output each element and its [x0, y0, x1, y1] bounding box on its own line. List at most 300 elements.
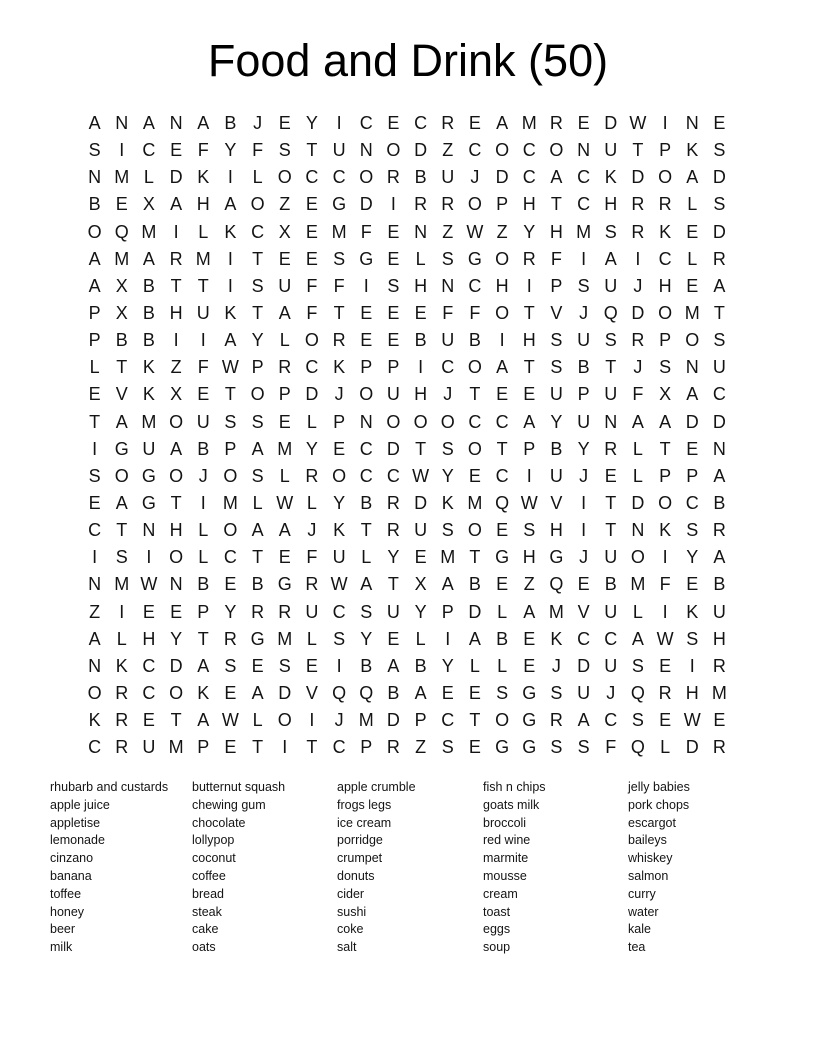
grid-letter: S	[278, 655, 291, 676]
grid-letter: O	[658, 303, 673, 324]
grid-letter: K	[659, 520, 672, 541]
grid-letter: D	[631, 303, 645, 324]
grid-letter: K	[88, 710, 101, 731]
grid-letter: L	[415, 248, 426, 269]
grid-letter: L	[415, 628, 426, 649]
grid-letter: A	[197, 113, 210, 134]
grid-letter: R	[115, 710, 129, 731]
grid-letter: K	[224, 221, 237, 242]
grid-letter: S	[550, 357, 563, 378]
word-list-column	[628, 779, 766, 957]
grid-letter: A	[550, 167, 563, 188]
grid-letter: O	[87, 683, 102, 704]
grid-letter: A	[523, 411, 536, 432]
grid-letter: D	[414, 493, 428, 514]
grid-letter: J	[334, 384, 344, 405]
grid-letter: P	[197, 737, 210, 758]
grid-letter: L	[469, 655, 480, 676]
grid-letter: O	[658, 493, 673, 514]
grid-letter: U	[142, 438, 156, 459]
grid-letter: S	[577, 275, 590, 296]
grid-letter: H	[169, 303, 183, 324]
grid-letter: J	[633, 275, 643, 296]
grid-letter: R	[386, 493, 400, 514]
grid-letter: U	[549, 465, 563, 486]
grid-letter: M	[331, 221, 347, 242]
grid-letter: M	[222, 493, 238, 514]
grid-letter: A	[88, 248, 101, 269]
grid-letter: X	[115, 303, 128, 324]
grid-letter: C	[359, 438, 373, 459]
grid-letter: U	[712, 601, 726, 622]
grid-letter: D	[359, 194, 373, 215]
grid-letter: O	[359, 384, 374, 405]
grid-letter: E	[468, 465, 481, 486]
grid-letter: R	[604, 438, 618, 459]
grid-letter: I	[282, 737, 288, 758]
grid-letter: J	[579, 465, 589, 486]
grid-letter: A	[170, 438, 183, 459]
grid-letter: S	[360, 601, 373, 622]
grid-letter: I	[227, 167, 233, 188]
grid-letter: E	[496, 384, 509, 405]
grid-letter: B	[496, 628, 509, 649]
grid-letter: S	[441, 438, 454, 459]
grid-letter: U	[604, 384, 618, 405]
grid-letter: E	[305, 194, 318, 215]
grid-letter: Q	[495, 493, 510, 514]
grid-letter: I	[499, 330, 505, 351]
grid-letter: B	[387, 683, 400, 704]
word-item: coke	[337, 922, 364, 937]
word-item: chewing gum	[192, 797, 266, 812]
grid-letter: R	[549, 113, 563, 134]
grid-letter: T	[387, 574, 399, 595]
grid-letter: R	[631, 194, 645, 215]
grid-letter: A	[523, 601, 536, 622]
grid-letter: S	[713, 330, 726, 351]
word-list	[50, 779, 766, 957]
grid-letter: N	[88, 574, 102, 595]
grid-letter: O	[169, 683, 184, 704]
grid-letter: R	[712, 655, 726, 676]
grid-letter: Y	[224, 140, 237, 161]
grid-letter: O	[250, 194, 265, 215]
word-item: red wine	[483, 833, 531, 848]
grid-letter: D	[685, 737, 699, 758]
word-item: rhubarb and custards	[50, 780, 169, 794]
grid-letter: T	[252, 248, 264, 269]
grid-letter: C	[522, 140, 536, 161]
grid-letter: D	[577, 655, 591, 676]
grid-letter: E	[414, 547, 427, 568]
grid-letter: I	[662, 601, 668, 622]
grid-letter: X	[659, 384, 672, 405]
grid-letter: E	[142, 710, 155, 731]
grid-letter: B	[468, 330, 481, 351]
grid-letter: M	[358, 710, 374, 731]
grid-letter: F	[306, 275, 318, 296]
grid-letter: D	[685, 411, 699, 432]
grid-letter: F	[605, 737, 617, 758]
grid-letter: R	[115, 737, 129, 758]
grid-letter: C	[142, 140, 156, 161]
grid-letter: O	[467, 520, 482, 541]
grid-letter: P	[224, 438, 237, 459]
grid-letter: N	[115, 113, 129, 134]
grid-letter: L	[632, 601, 643, 622]
grid-letter: F	[659, 574, 671, 595]
grid-letter: R	[223, 628, 237, 649]
grid-letter: B	[550, 438, 563, 459]
grid-letter: I	[173, 330, 179, 351]
grid-letter: I	[363, 275, 369, 296]
grid-letter: L	[279, 465, 290, 486]
grid-letter: C	[414, 113, 428, 134]
grid-letter: N	[88, 655, 102, 676]
grid-letter: Y	[550, 411, 563, 432]
grid-letter: B	[142, 330, 155, 351]
word-item: chocolate	[192, 815, 246, 830]
grid-letter: D	[305, 384, 319, 405]
grid-letter: K	[686, 601, 699, 622]
grid-letter: E	[686, 221, 699, 242]
grid-letter: B	[360, 655, 373, 676]
grid-letter: T	[306, 140, 318, 161]
grid-letter: D	[631, 167, 645, 188]
grid-letter: H	[522, 547, 536, 568]
grid-letter: T	[170, 275, 182, 296]
grid-letter: S	[333, 248, 346, 269]
grid-letter: L	[143, 167, 154, 188]
grid-letter: T	[89, 411, 101, 432]
grid-letter: B	[224, 113, 237, 134]
word-item: kale	[628, 922, 651, 937]
grid-letter: Y	[305, 438, 318, 459]
grid-letter: R	[441, 194, 455, 215]
grid-letter: I	[581, 520, 587, 541]
grid-letter: E	[659, 710, 672, 731]
grid-letter: U	[332, 547, 346, 568]
grid-letter: T	[523, 357, 535, 378]
grid-letter: P	[333, 411, 346, 432]
grid-letter: S	[333, 628, 346, 649]
grid-letter: K	[550, 628, 563, 649]
word-item: coconut	[192, 851, 236, 866]
grid-letter: T	[197, 628, 209, 649]
grid-letter: E	[360, 330, 373, 351]
grid-letter: U	[196, 411, 210, 432]
word-item: apple juice	[50, 797, 110, 812]
grid-letter: S	[659, 357, 672, 378]
grid-letter: I	[445, 628, 451, 649]
grid-letter: Y	[170, 628, 183, 649]
grid-letter: O	[467, 438, 482, 459]
grid-letter: N	[685, 357, 699, 378]
grid-letter: Z	[442, 140, 454, 161]
grid-letter: E	[387, 330, 400, 351]
grid-letter: U	[441, 330, 455, 351]
word-item: steak	[192, 904, 222, 919]
grid-letter: D	[278, 683, 292, 704]
grid-letter: N	[414, 221, 428, 242]
grid-letter: Q	[630, 737, 645, 758]
grid-letter: M	[440, 547, 456, 568]
grid-letter: J	[551, 655, 561, 676]
grid-letter: N	[712, 438, 726, 459]
grid-letter: A	[251, 683, 264, 704]
grid-letter: Y	[523, 221, 536, 242]
grid-letter: E	[496, 520, 509, 541]
grid-letter: S	[224, 655, 237, 676]
grid-letter: F	[469, 303, 481, 324]
grid-letter: J	[253, 113, 263, 134]
grid-letter: N	[142, 520, 156, 541]
grid-letter: O	[549, 140, 564, 161]
grid-letter: H	[414, 384, 428, 405]
grid-letter: T	[197, 275, 209, 296]
grid-letter: Z	[415, 737, 427, 758]
grid-letter: Y	[305, 113, 318, 134]
grid-letter: M	[114, 167, 130, 188]
grid-letter: A	[115, 493, 128, 514]
grid-letter: Z	[89, 601, 101, 622]
grid-letter: E	[659, 655, 672, 676]
grid-letter: S	[387, 275, 400, 296]
grid-letter: C	[386, 465, 400, 486]
grid-letter: R	[305, 465, 319, 486]
word-item: cream	[483, 886, 518, 901]
grid-letter: L	[198, 547, 209, 568]
grid-letter: T	[469, 710, 481, 731]
grid-letter: E	[686, 438, 699, 459]
grid-letter: C	[441, 357, 455, 378]
grid-letter: R	[386, 520, 400, 541]
grid-letter: L	[252, 710, 263, 731]
grid-letter: A	[224, 194, 237, 215]
grid-letter: G	[250, 628, 265, 649]
grid-letter: T	[333, 303, 345, 324]
grid-letter: Y	[577, 438, 590, 459]
grid-letter: N	[604, 411, 618, 432]
word-item: escargot	[628, 815, 676, 830]
grid-letter: H	[414, 275, 428, 296]
grid-letter: T	[632, 140, 644, 161]
grid-letter: S	[224, 411, 237, 432]
grid-letter: J	[579, 547, 589, 568]
grid-letter: E	[305, 221, 318, 242]
grid-letter: I	[200, 493, 206, 514]
grid-letter: O	[359, 167, 374, 188]
grid-letter: S	[604, 330, 617, 351]
grid-letter: Z	[523, 574, 535, 595]
grid-letter: I	[173, 221, 179, 242]
grid-letter: H	[658, 275, 672, 296]
grid-letter: O	[386, 140, 401, 161]
grid-letter: P	[414, 710, 427, 731]
word-item: tea	[628, 940, 646, 955]
grid-letter: A	[360, 574, 373, 595]
grid-letter: C	[468, 411, 482, 432]
grid-letter: E	[713, 113, 726, 134]
grid-letter: U	[604, 140, 618, 161]
grid-letter: K	[142, 357, 155, 378]
grid-letter: G	[467, 248, 482, 269]
grid-letter: R	[631, 330, 645, 351]
word-item: whiskey	[628, 851, 673, 866]
grid-letter: L	[660, 737, 671, 758]
word-item: cake	[192, 922, 219, 937]
grid-letter: T	[170, 710, 182, 731]
grid-letter: U	[414, 520, 428, 541]
grid-letter: T	[469, 384, 481, 405]
grid-letter: E	[305, 248, 318, 269]
grid-letter: I	[227, 248, 233, 269]
grid-letter: I	[227, 275, 233, 296]
grid-letter: S	[441, 520, 454, 541]
grid-letter: V	[577, 601, 590, 622]
grid-letter: N	[169, 574, 183, 595]
grid-letter: K	[333, 357, 346, 378]
word-item: eggs	[483, 922, 511, 937]
grid-letter: U	[604, 547, 618, 568]
grid-letter: L	[198, 520, 209, 541]
grid-letter: Y	[387, 547, 400, 568]
grid-letter: S	[631, 710, 644, 731]
grid-letter: B	[115, 330, 128, 351]
grid-letter: E	[88, 384, 101, 405]
grid-letter: Y	[441, 655, 454, 676]
grid-letter: Y	[441, 465, 454, 486]
word-item: banana	[50, 868, 92, 883]
grid-letter: E	[496, 574, 509, 595]
grid-letter: N	[685, 113, 699, 134]
grid-letter: S	[115, 547, 128, 568]
grid-letter: X	[115, 275, 128, 296]
grid-letter: T	[170, 493, 182, 514]
word-item: appletise	[50, 815, 101, 830]
grid-letter: F	[333, 275, 345, 296]
word-item: lollypop	[192, 833, 235, 848]
grid-letter: A	[713, 275, 726, 296]
grid-letter: T	[496, 438, 508, 459]
grid-letter: R	[169, 248, 183, 269]
grid-letter: D	[414, 140, 428, 161]
grid-letter: I	[689, 655, 695, 676]
grid-letter: K	[197, 167, 210, 188]
grid-letter: G	[549, 547, 564, 568]
grid-letter: J	[334, 710, 344, 731]
grid-letter: S	[550, 330, 563, 351]
word-list-column	[50, 779, 192, 957]
grid-letter: E	[251, 655, 264, 676]
grid-letter: A	[88, 628, 101, 649]
grid-letter: B	[577, 357, 590, 378]
grid-letter: E	[170, 140, 183, 161]
grid-letter: T	[306, 737, 318, 758]
grid-letter: C	[658, 248, 672, 269]
grid-letter: E	[278, 248, 291, 269]
grid-letter: A	[88, 275, 101, 296]
grid-letter: W	[520, 493, 538, 514]
grid-letter: C	[332, 737, 346, 758]
word-item: coffee	[192, 868, 226, 883]
grid-letter: C	[88, 520, 102, 541]
word-item: fish n chips	[483, 780, 546, 794]
grid-letter: M	[141, 411, 157, 432]
grid-letter: Y	[333, 493, 346, 514]
grid-letter: G	[522, 710, 537, 731]
grid-letter: C	[577, 628, 591, 649]
grid-letter: D	[712, 221, 726, 242]
word-item: water	[628, 904, 659, 919]
word-item: baileys	[628, 833, 667, 848]
grid-letter: M	[711, 683, 727, 704]
grid-letter: B	[414, 655, 427, 676]
grid-letter: D	[631, 493, 645, 514]
grid-letter: W	[629, 113, 647, 134]
grid-letter: M	[684, 303, 700, 324]
grid-letter: B	[360, 493, 373, 514]
grid-letter: L	[306, 628, 317, 649]
grid-letter: U	[305, 601, 319, 622]
grid-letter: Z	[170, 357, 182, 378]
grid-letter: A	[713, 547, 726, 568]
grid-letter: A	[496, 113, 509, 134]
grid-letter: C	[604, 628, 618, 649]
grid-letter: B	[414, 167, 427, 188]
grid-letter: X	[414, 574, 427, 595]
word-list-column	[192, 779, 337, 957]
word-item: jelly babies	[628, 780, 690, 794]
grid-letter: P	[441, 601, 454, 622]
grid-letter: P	[659, 330, 672, 351]
grid-letter: H	[604, 194, 618, 215]
grid-letter: I	[336, 113, 342, 134]
grid-letter: H	[196, 194, 210, 215]
grid-letter: Y	[414, 601, 427, 622]
grid-letter: Q	[359, 683, 374, 704]
grid-letter: A	[686, 167, 699, 188]
grid-letter: E	[224, 683, 237, 704]
grid-letter: W	[140, 574, 158, 595]
grid-letter: I	[119, 601, 125, 622]
grid-letter: U	[278, 275, 292, 296]
grid-letter: L	[687, 194, 698, 215]
grid-letter: P	[88, 303, 101, 324]
grid-letter: W	[221, 357, 239, 378]
grid-letter: T	[550, 194, 562, 215]
grid-letter: Z	[496, 221, 508, 242]
grid-letter: V	[550, 493, 563, 514]
grid-letter: E	[604, 465, 617, 486]
grid-letter: I	[418, 357, 424, 378]
grid-letter: E	[414, 303, 427, 324]
word-item: crumpet	[337, 851, 383, 866]
grid-letter: G	[141, 465, 156, 486]
grid-letter: G	[277, 574, 292, 595]
grid-letter: W	[656, 628, 674, 649]
grid-letter: X	[170, 384, 183, 405]
grid-letter: R	[278, 601, 292, 622]
grid-letter: U	[577, 330, 591, 351]
grid-letter: F	[197, 357, 209, 378]
grid-letter: U	[386, 601, 400, 622]
word-item: toast	[483, 904, 511, 919]
wordsearch-grid	[81, 110, 733, 761]
grid-letter: A	[224, 330, 237, 351]
grid-letter: T	[523, 303, 535, 324]
